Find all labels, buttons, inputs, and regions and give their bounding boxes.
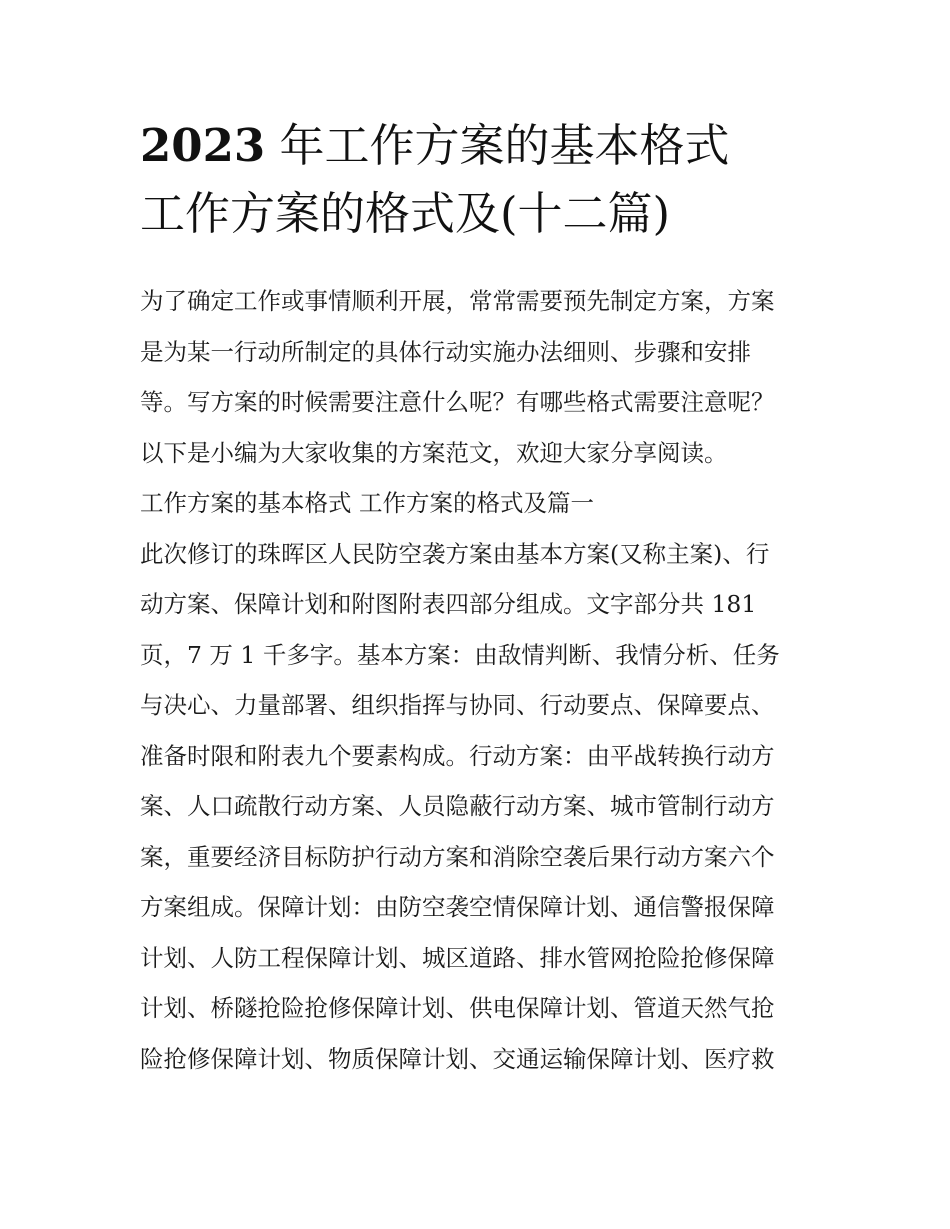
body-line-intro-4: 以下是小编为大家收集的方案范文，欢迎大家分享阅读。 — [140, 438, 728, 467]
body-line-intro-3: 等。写方案的时候需要注意什么呢？有哪些格式需要注意呢？ — [140, 388, 775, 416]
body-line: 此次修订的珠晖区人民防空袭方案由基本方案(又称主案)、行 — [140, 539, 770, 568]
title-line-1-text: 年工作方案的基本格式 — [265, 119, 730, 172]
document-body — [140, 276, 820, 1084]
title-line-2: 工作方案的格式及(十二篇) — [140, 187, 671, 240]
body-line: 方案组成。保障计划：由防空袭空情保障计划、通信警报保障 — [140, 893, 775, 921]
body-line: 与决心、力量部署、组织指挥与协同、行动要点、保障要点、 — [140, 691, 775, 719]
section-heading: 工作方案的基本格式 工作方案的格式及篇一 — [140, 489, 594, 517]
document-title — [140, 112, 820, 248]
body-line: 案、人口疏散行动方案、人员隐蔽行动方案、城市管制行动方 — [140, 792, 775, 820]
body-line: 计划、桥隧抢险抢修保障计划、供电保障计划、管道天然气抢 — [140, 994, 775, 1022]
title-line-1 — [140, 112, 820, 180]
body-line: 险抢修保障计划、物质保障计划、交通运输保障计划、医疗救 — [140, 1044, 775, 1073]
body-line: 动方案、保障计划和附图附表四部分组成。文字部分共 181 — [140, 590, 757, 618]
body-line: 准备时限和附表九个要素构成。行动方案：由平战转换行动方 — [140, 741, 775, 770]
body-line-intro-2: 是为某一行动所制定的具体行动实施办法细则、步骤和安排 — [140, 337, 751, 366]
body-line: 页，7 万 1 千多字。基本方案：由敌情判断、我情分析、任务 — [140, 640, 780, 669]
body-line: 计划、人防工程保障计划、城区道路、排水管网抢险抢修保障 — [140, 943, 775, 972]
title-year: 2023 — [140, 119, 266, 172]
body-line-intro-1: 为了确定工作或事情顺利开展，常常需要预先制定方案，方案 — [140, 287, 775, 315]
body-line: 案，重要经济目标防护行动方案和消除空袭后果行动方案六个 — [140, 842, 775, 871]
